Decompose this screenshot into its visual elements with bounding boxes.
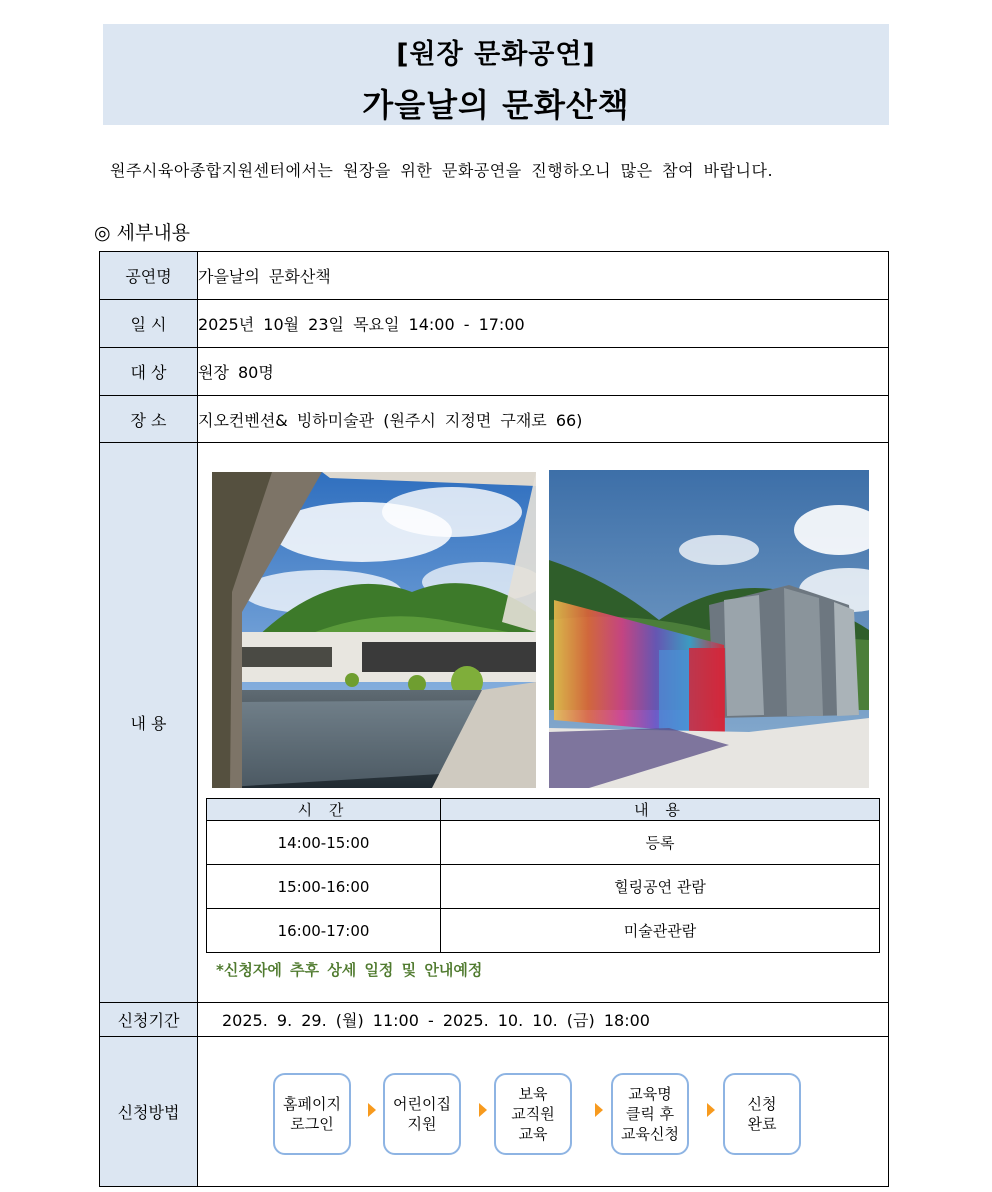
method-cell bbox=[198, 1037, 889, 1187]
label-content: 내 용 bbox=[100, 443, 198, 1003]
arrow-icon bbox=[368, 1103, 376, 1117]
value-place: 지오컨벤션& 빙하미술관 (원주시 지정면 구재로 66) bbox=[198, 396, 889, 443]
arrow-icon bbox=[595, 1103, 603, 1117]
page-title: 가을날의 문화산책 bbox=[362, 86, 630, 124]
schedule-row bbox=[207, 821, 880, 865]
row-performance bbox=[100, 252, 889, 300]
schedule-row bbox=[207, 909, 880, 953]
label-datetime: 일 시 bbox=[100, 300, 198, 348]
application-steps bbox=[198, 1037, 888, 1185]
value-performance: 가을날의 문화산책 bbox=[198, 252, 889, 300]
content-cell bbox=[198, 443, 889, 1003]
value-period: 2025. 9. 29. (월) 11:00 - 2025. 10. 10. (금) 18:00 bbox=[198, 1003, 889, 1037]
schedule-desc: 미술관관람 bbox=[441, 909, 880, 953]
schedule-time: 14:00-15:00 bbox=[207, 821, 441, 865]
schedule-header bbox=[207, 799, 880, 821]
photo-area bbox=[198, 443, 888, 798]
label-period: 신청기간 bbox=[100, 1003, 198, 1037]
title-line-1: [원장 문화공연] bbox=[396, 39, 596, 70]
step-daycare-support: 어린이집 지원 bbox=[383, 1073, 461, 1155]
value-datetime: 2025년 10월 23일 목요일 14:00 - 17:00 bbox=[198, 300, 889, 348]
intro-text: 원주시육아종합지원센터에서는 원장을 위한 문화공연을 진행하오니 많은 참여 바랍니다. bbox=[110, 161, 774, 180]
schedule-desc: 힐링공연 관람 bbox=[441, 865, 880, 909]
schedule-time: 16:00-17:00 bbox=[207, 909, 441, 953]
row-period bbox=[100, 1003, 889, 1037]
schedule-note: *신청자에 추후 상세 일정 및 안내예정 bbox=[216, 961, 483, 979]
photo-museum bbox=[549, 470, 869, 788]
arrow-icon bbox=[707, 1103, 715, 1117]
photo-courtyard bbox=[212, 472, 536, 788]
row-place bbox=[100, 396, 889, 443]
row-datetime bbox=[100, 300, 889, 348]
value-target: 원장 80명 bbox=[198, 348, 889, 396]
schedule-time: 15:00-16:00 bbox=[207, 865, 441, 909]
row-method bbox=[100, 1037, 889, 1187]
schedule-header-content: 내 용 bbox=[441, 799, 880, 821]
step-homepage-login: 홈페이지 로그인 bbox=[273, 1073, 351, 1155]
step-teacher-education: 보육 교직원 교육 bbox=[494, 1073, 572, 1155]
label-method: 신청방법 bbox=[100, 1037, 198, 1187]
label-performance: 공연명 bbox=[100, 252, 198, 300]
label-place: 장 소 bbox=[100, 396, 198, 443]
row-content bbox=[100, 443, 889, 1003]
details-table bbox=[99, 251, 889, 1187]
section-heading: ◎ 세부내용 bbox=[94, 222, 191, 244]
schedule-header-time: 시 간 bbox=[207, 799, 441, 821]
step-complete: 신청 완료 bbox=[723, 1073, 801, 1155]
label-target: 대 상 bbox=[100, 348, 198, 396]
arrow-icon bbox=[479, 1103, 487, 1117]
schedule-row bbox=[207, 865, 880, 909]
title-banner bbox=[103, 24, 889, 125]
schedule-table bbox=[206, 798, 880, 953]
step-course-apply: 교육명 클릭 후 교육신청 bbox=[611, 1073, 689, 1155]
schedule-desc: 등록 bbox=[441, 821, 880, 865]
row-target bbox=[100, 348, 889, 396]
